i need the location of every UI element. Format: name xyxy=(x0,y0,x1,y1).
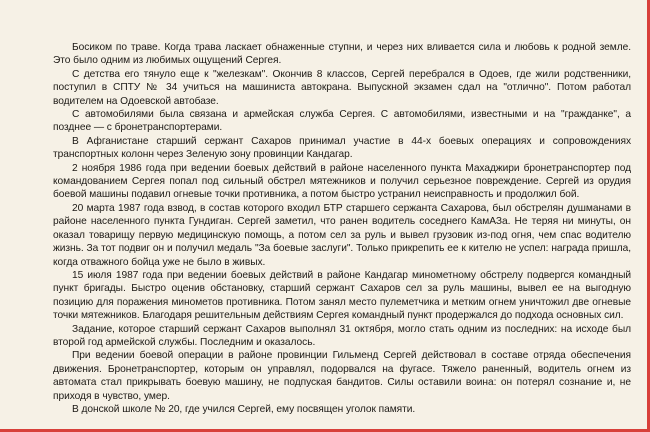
paragraph-8: Задание, которое старший сержант Сахаров выполнял 31 октября, могло стать одним из последних: на исходе был второй год армейской службы. Последним и оказалось. xyxy=(53,323,631,348)
paragraph-2: С детства его тянуло еще к "железкам". Окончив 8 классов, Сергей перебрался в Одоев, где жили родственники, поступил в СПТУ № 34 учиться на машиниста автокрана. Выпускной экзамен сдал на "отлично". Потом работал водителем на Одоевской автобазе. xyxy=(53,68,631,107)
paragraph-10: В донской школе № 20, где учился Сергей, ему посвящен уголок памяти. xyxy=(72,403,416,415)
paragraph-9: При ведении боевой операции в районе провинции Гильменд Сергей действовал в составе отряда обеспечения движения. Бронетранспортер, которым он управлял, подорвался на фугасе. Тяжело раненный, водитель огнем из автомата стал прикрывать боевую машину, не подпуская бандитов. Силы оставили воина: он потерял сознание и, не приходя в чувство, умер. xyxy=(53,350,631,402)
paragraph-5: 2 ноября 1986 года при ведении боевых действий в районе населенного пункта Махаджири бронетранспортер под командованием Сергея попал под сильный обстрел мятежников и получил серьезное повреждение. Сергей из орудия боевой машины подавил огневые точки противника, а потом быстро устранил неисправность и продолжил бой. xyxy=(53,162,631,201)
paragraph-7: 15 июля 1987 года при ведении боевых действий в районе Кандагар минометному обстрелу подвергся командный пункт бригады. Быстро оценив обстановку, старший сержант Сахаров сел за руль машины, вывел ее на выгодную позицию для поражения минометов противника. Потом занял место пулеметчика и метким огнем уничтожил две огневые точки мятежников. Благодаря решительным действиям Сергея командный пункт продержался до подхода основных сил. xyxy=(53,269,631,322)
paragraph-3: С автомобилями была связана и армейская служба Сергея. С автомобилями, известными и на "гражданке", а позднее — с бронетранспортерами. xyxy=(53,109,631,134)
body-text xyxy=(53,41,631,416)
paragraph-6: 20 марта 1987 года взвод, в состав которого входил БТР старшего сержанта Сахарова, был обстрелян душманами в районе населенного пункта Гундиган. Сергей заметил, что ранен водитель соседнего КамАЗа. Не теряя ни минуты, он оказал товарищу первую медицинскую помощь, а потом сел за руль и вывел грузовик из-под огня, чем спас водителю жизнь. За тот подвиг он и получил медаль "За боевые заслуги". Только прикрепить ее к кителю не успел: награда пришла, когда отважного бойца уже не было в живых. xyxy=(53,202,631,268)
paragraph-1: Босиком по траве. Когда трава ласкает обнаженные ступни, и через них вливается сила и любовь к родной земле. Это было одним из любимых ощущений Сергея. xyxy=(53,42,631,67)
paragraph-4: В Афганистане старший сержант Сахаров принимал участие в 44-х боевых операциях и сопровождениях транспортных колонн через Зеленую зону провинции Кандагар. xyxy=(53,135,631,161)
